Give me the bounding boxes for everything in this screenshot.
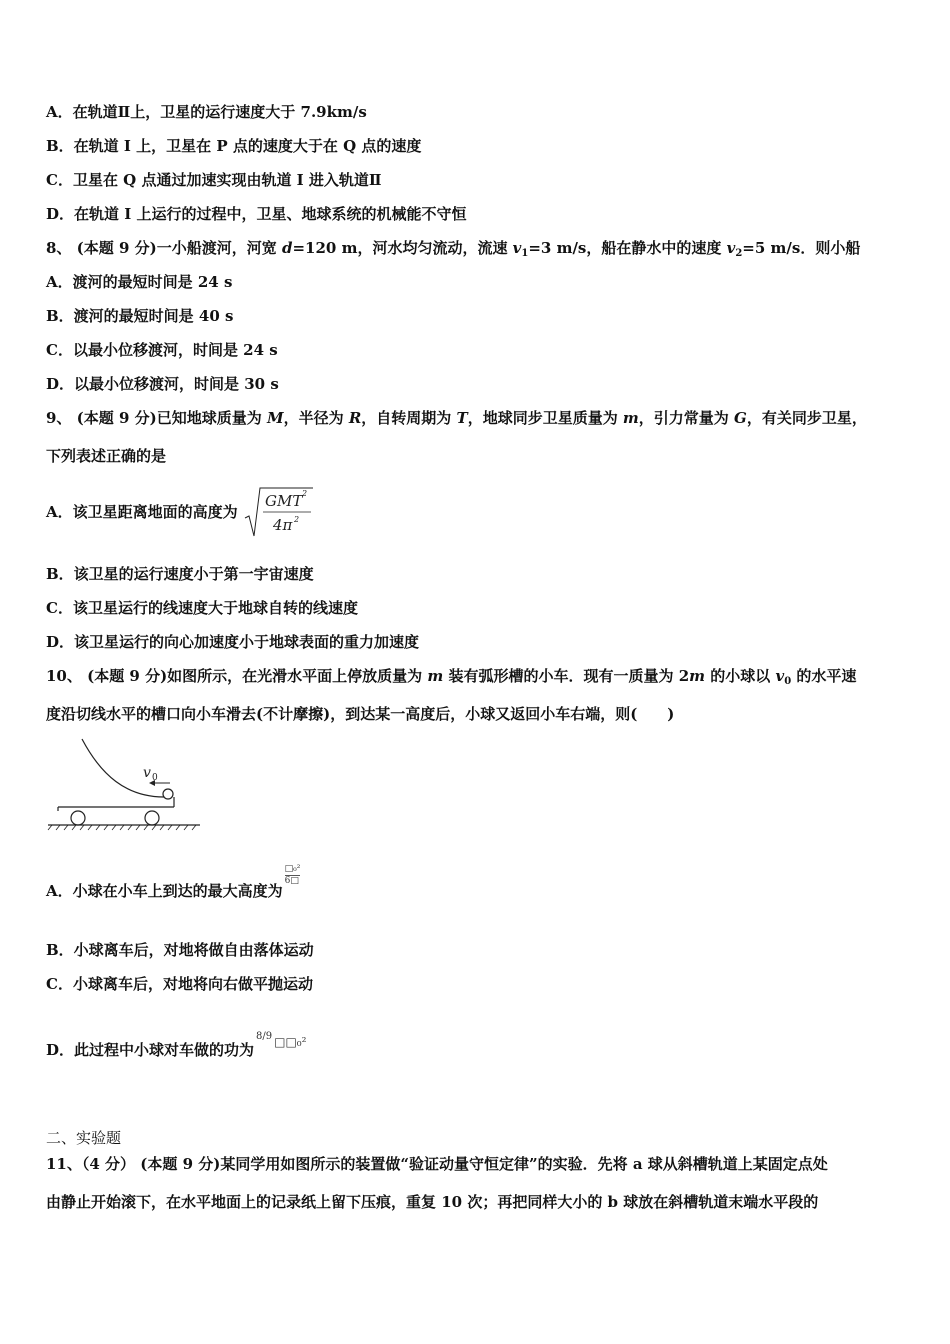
wheel-right xyxy=(145,811,159,825)
v0-label-sub: 0 xyxy=(152,773,158,783)
formula-numerator: GMT xyxy=(264,492,303,510)
q10-stem-line1: 10、 (本题 9 分)如图所示，在光滑水平面上停放质量为 m 装有弧形槽的小车．现有一质量为 2m 的小球以 $v_0$ 的水平速 xyxy=(46,667,857,687)
q8-option-d: D．以最小位移渡河，时间是 30 s xyxy=(46,375,279,393)
q7-option-c: C．卫星在 Q 点通过加速实现由轨道 I 进入轨道Ⅱ xyxy=(46,171,382,189)
q10-option-c: C．小球离车后，对地将向右做平抛运动 xyxy=(46,975,313,993)
q8-option-a: A．渡河的最短时间是 24 s xyxy=(46,273,233,291)
option-a-fraction: $\frac{\text{□₀²}}{6□}$ xyxy=(284,864,301,886)
arc-groove xyxy=(82,739,164,797)
formula-denominator-exp: 2 xyxy=(293,515,299,524)
q9-stem-line2: 下列表述正确的是 xyxy=(46,447,167,465)
wheel-left xyxy=(71,811,85,825)
q8-option-c: C．以最小位移渡河，时间是 24 s xyxy=(46,341,278,359)
q10-option-b: B．小球离车后，对地将做自由落体运动 xyxy=(46,941,314,959)
q10-stem-line2: 度沿切线水平的槽口向小车滑去(不计摩擦)，到达某一高度后，小球又返回小车右端，则( ) xyxy=(46,705,675,723)
q11-line1: 11、（4 分） (本题 9 分)某同学用如图所示的装置做“验证动量守恒定律”的实验．先将 a 球从斜槽轨道上某固定点处 xyxy=(46,1155,828,1173)
cart-figure xyxy=(46,735,206,835)
q10-option-a: A．小球在小车上到达的最大高度为 $\frac{\text{□₀²}}{6□}$ xyxy=(46,864,301,900)
option-d-tail: □□₀² xyxy=(274,1035,307,1049)
formula-numerator-exp: 2 xyxy=(301,489,307,498)
sqrt-formula xyxy=(243,486,315,540)
q7-option-d: D．在轨道 I 上运行的过程中，卫星、地球系统的机械能不守恒 xyxy=(46,205,467,223)
v0-label: v xyxy=(143,765,151,781)
formula-denominator: 4π xyxy=(272,516,293,534)
q8-option-b: B．渡河的最短时间是 40 s xyxy=(46,307,234,325)
q10-option-d: D．此过程中小球对车做的功为8/9 □□₀² xyxy=(46,1031,307,1059)
q9-option-d: D．该卫星运行的向心加速度小于地球表面的重力加速度 xyxy=(46,633,420,651)
small-ball xyxy=(163,789,173,799)
q7-option-b: B．在轨道 I 上，卫星在 P 点的速度大于在 Q 点的速度 xyxy=(46,137,422,155)
q9-stem-line1: 9、 (本题 9 分)已知地球质量为 M，半径为 R，自转周期为 T，地球同步卫星质量为 m，引力常量为 G，有关同步卫星， xyxy=(46,409,867,427)
q9-option-a: A．该卫星距离地面的高度为 GMT 2 4π 2 xyxy=(46,482,315,542)
q11-line2: 由静止开始滚下，在水平地面上的记录纸上留下压痕，重复 10 次；再把同样大小的 b 球放在斜槽轨道末端水平段的 xyxy=(46,1193,819,1211)
q9-option-b: B．该卫星的运行速度小于第一宇宙速度 xyxy=(46,565,314,583)
option-d-fraction: 8/9 xyxy=(256,1031,273,1042)
q8-stem: 8、 (本题 9 分)一小船渡河，河宽 d=120 m，河水均匀流动，流速 $v_1=3$ m/s，船在静水中的速度 $v_2=5$ m/s．则小船 xyxy=(46,239,861,259)
q9-option-c: C．该卫星运行的线速度大于地球自转的线速度 xyxy=(46,599,358,617)
ground-hatch xyxy=(48,825,196,830)
q7-option-a: A．在轨道Ⅱ上，卫星的运行速度大于 7.9km/s xyxy=(46,103,367,121)
section-title: 二、实验题 xyxy=(46,1129,122,1147)
